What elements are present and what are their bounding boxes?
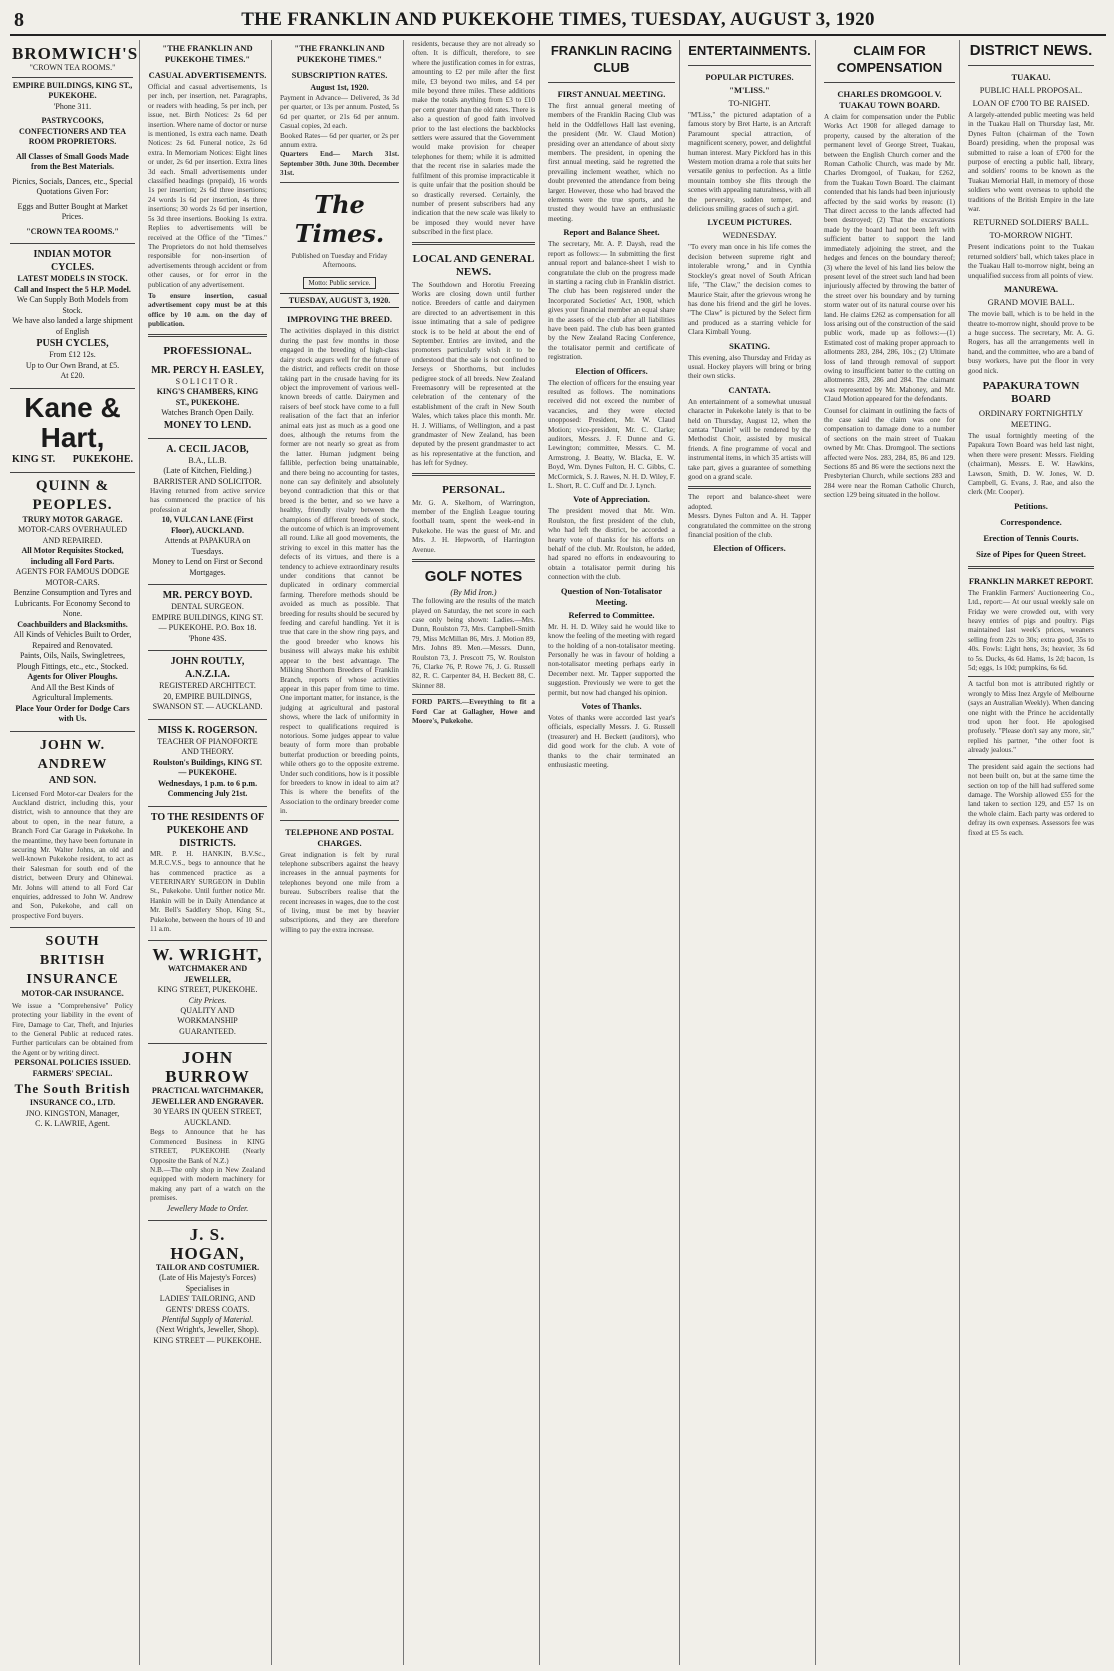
burrow-l6: Jewellery Made to Order.: [166, 1203, 249, 1213]
column-7: [824, 40, 960, 1665]
golf-body: The following are the results of the match played on Saturday, the net score in each case only being shown: Ladies.—Mrs. Dunn, Roulston 73, Mrs. Campbell-Smith 79, Miss McMillan 86, Mrs. J. Motion 89, Mrs. Johns 89. Men.—Messrs. Dunn, Roulston 73, J. Prescott 75, W. Roulston 76, Clarke 76, P. Rowe 76, J. G. Russell 82, R. C. Carpenter 84, H. Beckett 88, C. Skinner 88.: [412, 597, 535, 690]
papakura-head: PAPAKURA TOWN BOARD: [982, 379, 1080, 405]
hogan-l2: TAILOR AND COSTUMIER.: [155, 1262, 260, 1272]
column-2: [148, 40, 272, 1665]
sbi-agent2: C. K. LAWRIE, Agent.: [35, 1119, 110, 1129]
jacob-l3: (Late of Kitchen, Fielding.) BARRISTER AND SOLICITOR.: [153, 466, 262, 486]
skating-body: This evening, also Thursday and Friday as usual. Hockey players will bring or bring their own sticks.: [688, 353, 811, 381]
burrow-l3: 30 YEARS IN QUEEN STREET, AUCKLAND.: [153, 1107, 262, 1127]
indian-l5: PUSH CYCLES,: [36, 338, 109, 349]
wright-l4: City Prices.: [188, 995, 227, 1005]
correspondence-head: Correspondence.: [1000, 516, 1062, 527]
routly-l2: REGISTERED ARCHITECT.: [159, 681, 256, 691]
balance-sheet-note: The report and balance-sheet were adopted.: [688, 493, 811, 511]
column-6: [688, 40, 816, 1665]
lyceum-body: "To every man once in his life comes the decision between supreme right and intolerable wrong," and in Cynthia Stockley's great novel of South African life, "The Claw," the decision comes to Maurice Stair, after the grievous wrong he has done his friend and the girl he loves. "The Claw" is pictured by the Select firm and produced as a starring vehicle for Clara Kimball Young.: [688, 243, 811, 337]
quinn-l10: Place Your Order for Dodge Cars with Us.: [15, 703, 130, 723]
andrew-sub: AND SON.: [48, 774, 97, 786]
indian-l2: Call and Inspect the 5 H.P. Model.: [14, 284, 131, 294]
editorial-dateline: TUESDAY, AUGUST 3, 1920.: [280, 293, 399, 308]
cantata-head: CANTATA.: [728, 384, 771, 395]
telephone-head: TELEPHONE AND POSTAL CHARGES.: [285, 826, 394, 848]
columns: [10, 40, 1106, 1665]
page-mark: 8: [14, 8, 24, 31]
indian-l4: We have also landed a large shipment of English: [12, 316, 133, 336]
wright-ad: [148, 941, 267, 1044]
tonight-label: TO-NIGHT.: [728, 98, 771, 108]
quinn-l9: And All the Best Kinds of Agricultural Implements.: [30, 682, 115, 702]
andrew-ad: [10, 732, 135, 929]
indian-head: INDIAN MOTOR CYCLES.: [33, 249, 112, 273]
easley-money: MONEY TO LEND.: [163, 419, 252, 431]
masthead: [10, 6, 1106, 36]
wright-l5: QUALITY AND WORKMANSHIP GUARANTEED.: [177, 1005, 238, 1036]
sbi-l2: FARMERS' SPECIAL.: [32, 1068, 113, 1078]
bromwich-phone: 'Phone 311.: [53, 101, 92, 111]
routly-name: JOHN ROUTLY, A.N.Z.I.A.: [170, 656, 245, 681]
indian-l8: At £20.: [60, 371, 85, 380]
compensation-continued: The president said again the sections had not been built on, but at the same time the section on top of the hill had suffered some damage. The Worship allowed £55 for the land taken to section 129, and £57 1s on the whole claim. Each party was ordered to defray its own expenses. Assessors fee was fixed at £5 5s each.: [968, 762, 1094, 837]
column-5: [548, 40, 680, 1665]
vote-head: Vote of Appreciation.: [573, 494, 650, 505]
routly-l3: 20, EMPIRE BUILDINGS, SWANSON ST. — AUCKLAND.: [152, 691, 263, 712]
personal-head: PERSONAL.: [442, 483, 505, 496]
election-head: Election of Officers.: [575, 365, 648, 376]
cantata-body: An entertainment of a somewhat unusual character in Pukekohe lately is that to be held on Thursday, August 12, when the cantata "Daniel" will be rendered by the Methodist Choir, assisted by musical friends. A fine programme of vocal and instrumental items, in which 35 artists will take part, gives a guarantee of something good on a grand scale.: [688, 397, 811, 481]
burrow-ad: [148, 1044, 267, 1220]
vote-body: The president moved that Mr. Wm. Roulston, the first president of the club, who had left the district, be accorded a hearty vote of thanks for his efforts on behalf of the club. Mr. Roulston, he added, had spared no efforts in endeavouring to obtain a totalisator permit during his connection with the club.: [548, 507, 675, 582]
hankin-head: TO THE RESIDENTS OF PUKEKOHE AND DISTRICTS.: [150, 811, 265, 849]
rogerson-l4: Wednesdays, 1 p.m. to 6 p.m. Commencing July 21st.: [157, 778, 258, 799]
easley-watch: Watches Branch Open Daily.: [161, 408, 254, 418]
bromwich-line1: All Classes of Small Goods Made from the Best Materials.: [16, 151, 129, 171]
subscription-rates: Payment in Advance— Delivered, 3s 3d per quarter, or 13s per annum. Posted, 5s 6d per quarter, or 21s 6d per annum. Casual copies, 2d each.: [280, 94, 399, 131]
market-report-body: The Franklin Farmers' Auctioneering Co., Ltd., report:— At our usual weekly sale on Friday we were crowded out, with very heavy entries of pigs and poultry. Pigs maintained last week's prices, weaners selling from 22s to 30s; extra good, 35s to 40s. Fowls: Light hens, 3s; heavier, 3s 6d to 5s. Ducks, 4s 6d. Hams, 1s 2d; bacon, 1s 5d; eggs, 1s 10d; pumpkins, 6s 6d.: [968, 588, 1094, 673]
hogan-ad: [148, 1221, 267, 1353]
tuakau-body: A largely-attended public meeting was held in the Tuakau Hall on Thursday last, Mr. Dynes Fulton (chairman of the Town Board) presiding, when the proposal was submitted to raise a loan of £700 for the purpose of erecting a public hall, library, and soldiers' rooms to be known as the Tuakau Memorial Hall, in memory of those soldiers who went overseas to uphold the traditions of the British Empire in the late war.: [968, 111, 1094, 214]
quinn-peoples-ad: [10, 473, 135, 732]
bromwich-name: BROMWICH'S: [12, 44, 139, 63]
editorial-body: The activities displayed in this district during the past few months in those engaged in the breeding of high-class dairy stock augurs well for the future of the district, and reflects credit on those taking part in the crusade having for its object the improvement of various well-known breeds of cattle. Dairymen and raisers of beef stock have come to a full realisation of the fact that an inferior animal eats just as much as a good one does, although the returns from the former are not nearly so great as from the latter. Human judgment being fallible, perfection being unattainable, and there being no accounting for tastes, none can say definitely and absolutely beyond contradiction that this or that breed is the better, and so we have a healthy, friendly rivalry between the champions of different breeds of stock, the outcome of which is an improvement all round. Like all good movements, the striving to excel in this matter has the defects of its virtues, and there is a tendency to achieve extraordinary results under conditions that cannot be duplicated in ordinary commercial farming. Therefore methods should be avoided as much as possible. That breeding for results should be secured by feeding and careful handling. Yet it is true that care in the show ring pays, and the good breeder who knows his business will always make his exhibit appear to the best advantage. The Milking Shorthorn Breeders of Franklin Branch, reports of whose activities appear in this paper from time to time. One important matter, for instance, is the judging at agricultural and pastoral shows, where the lack of uniformity in respect to qualifications required is notorious. Some judges appear to value beauty of form more than probable butterfat production or breeding points, while others go to the opposite extreme. Under such conditions, how is it possible for breeders to know in ideal to aim at? This is where the benefits of the Association to the ordinary breeder come in.: [280, 327, 399, 816]
editorial-title: IMPROVING THE BREED.: [287, 314, 392, 325]
burrow-l4: Begs to Announce that he has Commenced Business in KING STREET, PUKEKOHE (Nearly Opposite the Bank of N.Z.): [150, 1128, 265, 1165]
compensation-sub: CHARLES DROMGOOL V. TUAKAU TOWN BOARD.: [837, 89, 942, 110]
racing-club-sub: FIRST ANNUAL MEETING.: [557, 89, 666, 99]
quinn-l1: MOTOR-CARS OVERHAULED AND REPAIRED.: [18, 525, 127, 545]
skating-head: SKATING.: [729, 340, 770, 351]
popular-pictures-head: POPULAR PICTURES.: [705, 72, 794, 82]
jacob-l4: Having returned from active service has commenced the practice of his profession at: [150, 487, 265, 514]
quinn-l6: All Kinds of Vehicles Built to Order, Repaired and Renovated.: [13, 630, 132, 650]
column-8: [968, 40, 1098, 1665]
kane-hart-ad: [10, 389, 135, 473]
returned-soldiers-body: Present indications point to the Tuakau returned soldiers' ball, which takes place in the Tuakau Hall to-morrow night, being an unqualified success from all points of view.: [968, 243, 1094, 280]
sbi-co2: INSURANCE CO., LTD.: [29, 1098, 116, 1108]
sbi-sub: MOTOR-CAR INSURANCE.: [21, 989, 124, 999]
hogan-l5: Plentiful Supply of Material.: [161, 1315, 254, 1325]
wright-l2: WATCHMAKER AND JEWELLER,: [167, 964, 248, 984]
routly-card: [148, 651, 267, 720]
sbi-agent1: JNO. KINGSTON, Manager,: [25, 1108, 120, 1118]
hankin-card: [148, 807, 267, 942]
rogerson-l2: TEACHER OF PIANOFORTE AND THEORY.: [157, 736, 258, 757]
kane-hart-name: Kane & Hart,: [24, 391, 121, 453]
ford-parts-notice: FORD PARTS.—Everything to fit a Ford Car at Gallagher, Howe and Moore's, Pukekohe.: [412, 698, 535, 725]
referred-head: Referred to Committee.: [568, 609, 655, 620]
indian-motor-ad: [10, 244, 135, 389]
jacob-l7: Money to Lend on First or Second Mortgages.: [152, 557, 263, 577]
andrew-body: Licensed Ford Motor-car Dealers for the Auckland district, including this, your district, wish to announce that they are about to open, in the near future, a Branch Ford Car Garage in Pukekohe. In the meantime, they have been fortunate in securing Mr. Walter Johns, an old and well-known Pukekohe resident, to act as their Salesman for south end of the district, between Drury and Ohinewai. Mr. Johns will attend to all Ford Car enquiries, addressed to John W. Andrew and Son, Pukekohe, and call on prospective Ford buyers.: [12, 789, 133, 920]
bromwich-ad: [10, 40, 139, 244]
racing-club-head: FRANKLIN RACING CLUB: [550, 43, 673, 75]
hall-proposal-head: PUBLIC HALL PROPOSAL.: [979, 85, 1083, 95]
quinn-l8: Agents for Oliver Ploughs.: [27, 672, 118, 681]
burrow-name: JOHN BURROW: [165, 1048, 250, 1087]
easley-name: MR. PERCY H. EASLEY,: [151, 364, 264, 376]
telephone-body: Great indignation is felt by rural telephone subscribers against the heavy increases in the annual payments for telephones beyond one mile from a bureau. Subscribers realise that the recent increases in wages, due to the cost of living, must be met by heavier subscriptions, and they are therefore willing to pay the extra increase.: [280, 850, 399, 934]
subscription-head: "THE FRANKLIN AND PUKEKOHE TIMES.": [294, 43, 385, 64]
racing-club-body: The first annual general meeting of members of the Franklin Racing Club was held in the Oddfellows Hall last evening, the president (Mr. W. Claud Motion) presiding over an attendance of about sixty members. The president, in opening the first annual meeting, said he regretted the prevailing inclement weather, which no doubt prevented the attendance from being larger. However, those who had braved the elements were the true sports, and he trusted they would have an enthusiastic meeting.: [548, 102, 675, 223]
election-head-2: Election of Officers.: [713, 543, 786, 554]
queen-street-head: Size of Pipes for Queen Street.: [976, 548, 1086, 559]
nontot-head: Question of Non-Totalisator Meeting.: [560, 585, 663, 607]
the-times-logo: The Times.: [294, 189, 385, 248]
report-body: The secretary, Mr. A. P. Daysh, read the report as follows:— In submitting the first annual report and balance-sheet I wish to congratulate the club on the progress made in starting a racing club in Franklin district. The club has been registered under the Incorporated Societies' Act, 1908, which gives your financial member an equal share in the assets of the club after all liabilities have been paid. The club has been granted by the New Zealand Racing Conference, the totalisator permit and certificate of registration.: [548, 240, 675, 362]
balance-sheet-body: Messrs. Dynes Fulton and A. H. Tapper congratulated the committee on the strong financial position of the club.: [688, 512, 811, 540]
bromwich-address: EMPIRE BUILDINGS, KING ST., PUKEKOHE.: [12, 80, 133, 100]
burrow-l2: PRACTICAL WATCHMAKER, JEWELLER AND ENGRAVER.: [151, 1086, 264, 1106]
compensation-body: A claim for compensation under the Public Works Act 1908 for alleged damage to property, caused by the alteration of the permanent level of George Street, Tuakau, between the English Church corner and the Roman Catholic Church, was made by Mr. Charles Dromgool, of Tuakau, for £262, from the Tuakau Town Board. The claimant contended that his lands had been injuriously affected by the said works by reason: (1) That direct access to the lands affected had been destroyed; (2) That the excavations made by the board had not been left with sufficient batter to support the land immediately adjoining the street, and the hedges and fences on the boundary thereof; (3) where the level of his land lies below the present level of the street such land had been injuriously affected by throwing the batter of the street over his boundary and by turning storm water out of its natural course over his land. He claims £262 as compensation for all loss arising out of the construction of the said public work, made up as follows:—(1) Estimated cost of making proper approach to allotments 283, 284, 286, 10s.; (2) Ultimate loss of land through removal of support owing to insufficient batter to the cutting on allotments 283, 286 and 284. The claimant was represented by Mr. Mahoney, and Mr. Claud Motion appeared for the defendants.: [824, 113, 955, 404]
lyceum-head: LYCEUM PICTURES.: [707, 217, 792, 228]
bromwich-trade: PASTRYCOOKS, CONFECTIONERS AND TEA ROOM PROPRIETORS.: [19, 116, 126, 146]
bromwich-line3: Eggs and Butter Bought at Market Prices.: [17, 201, 128, 221]
boyd-l2: DENTAL SURGEON.: [171, 602, 244, 612]
rogerson-card: [148, 720, 267, 807]
bromwich-line2: Picnics, Socials, Dances, etc., Special Quotations Given For:: [12, 176, 133, 196]
quinn-l7: Paints, Oils, Nails, Swingletrees, Plough Fittings, etc., etc., Stocked.: [16, 651, 129, 671]
sbi-name: SOUTH BRITISH INSURANCE: [26, 934, 119, 988]
newspaper-title: THE FRANKLIN AND PUKEKOHE TIMES, TUESDAY, AUGUST 3, 1920: [241, 9, 875, 30]
fortnightly-head: ORDINARY FORTNIGHTLY MEETING.: [978, 407, 1084, 429]
nontot-body: Mr. H. H. D. Wiley said he would like to know the feeling of the meeting with regard to the holding of a non-totalisator meeting. Personally he was in favour of holding a non-totalisator meeting perhaps early in December next. Mr. Tapper supported the suggestion. Previously we were to get the permit, but now had changed his opinion.: [548, 622, 675, 697]
tomorrow-night-label: TO-MORROW NIGHT.: [989, 230, 1073, 241]
mliss-title: "M'LISS.": [729, 85, 770, 95]
personal-body: Mr. G. A. Skelhorn, of Warrington, member of the English League touring football team, spent the week-end in Pukekohe. He was the guest of Mr. and Mrs. J. H. Hepworth, of Harrington Avenue.: [412, 498, 535, 554]
kane-loc1: KING ST.: [12, 453, 56, 465]
indian-l7: Up to Our Own Brand, at £5.: [25, 360, 120, 370]
bromwich-footer: "CROWN TEA ROOMS.": [26, 226, 119, 236]
wright-l3: KING STREET, PUKEKOHE.: [157, 985, 258, 995]
local-news-body: The Southdown and Horotiu Freezing Works are closing down until further notice. Breeders of cattle and dairymen are directed to an advertisement in this issue intimating that a sale of pedigree stock is to be held at about the end of September. Entries are invited, and the promoters particularly wish it to be understood that the sale is not confined to Jerseys or Shorthorns, but includes pedigree stock of all breeds. New Zealand Freemasonry will be represented at the celebration of the centenary of the establishment of the craft in New South Wales, which takes place this month. Mr. H. J. Williams, of Wellington, and a past grandmaster of New Zealand, has been deputed by the present grandmaster to act as his representative at the function, and has left for Sydney.: [412, 280, 535, 468]
golf-byline: (By Mid Iron.): [450, 588, 497, 598]
quarters-end: Quarters End— March 31st. September 30th. June 30th. December 31st.: [280, 150, 399, 178]
quinn-sub: TRURY MOTOR GARAGE.: [22, 514, 123, 524]
quinn-l4: Benzine Consumption and Tyres and Lubricants. For Economy Second to None.: [13, 588, 132, 618]
south-british-ad: [10, 928, 135, 1135]
quinn-l2: All Motor Requisites Stocked, including all Ford Parts.: [21, 546, 124, 566]
quinn-l5: Coachbuilders and Blacksmiths.: [17, 619, 128, 629]
motto-badge: Motto: Public service.: [303, 277, 375, 289]
bromwich-tag: "CROWN TEA ROOMS.": [29, 63, 116, 72]
col2-head: "THE FRANKLIN AND PUKEKOHE TIMES.": [162, 43, 253, 64]
casual-ads-head: CASUAL ADVERTISEMENTS.: [148, 70, 267, 80]
hankin-body: MR. P. H. HANKIN, B.V.Sc., M.R.C.V.S., begs to announce that he has commenced practice as a VETERINARY SURGEON in Dublin St., Pukekohe. Until further notice Mr. Hankin will be in Daily Attendance at Mr. Bell's Saddlery Shop, King St., Pukekohe, between the hours of 10 and 11 a.m.: [150, 849, 265, 934]
subscription-rates-head: SUBSCRIPTION RATES.: [291, 70, 388, 80]
report-head: Report and Balance Sheet.: [563, 227, 660, 238]
thanks-head: Votes of Thanks.: [581, 700, 642, 711]
telephone-continued: residents, because they are not already so often. It is difficult, therefore, to see where the justification comes in for extras, amounting to £2 per mile after the first mile, £3 beyond two miles, and £4 per mile beyond three miles. These additions make the totals anything from £3 to £10 per cent greater than the old rates. There is also a question of good faith involved prior to the last elections the backblocks settlers were assured that the Government would make provision for cheaper telephones for them; while it is admitted that the recent rise in salaries made the fulfilment of this promise impracticable it is quite unfair that the position should be so drastically reversed. Certainly, the number of present subscribers had any indication that the new scale was likely to be imposed they would never have subscribed in the first place.: [412, 40, 535, 237]
kane-loc2: PUKEKOHE.: [72, 453, 133, 465]
quinn-l3: AGENTS FOR FAMOUS DODGE MOTOR-CARS.: [15, 567, 130, 587]
wednesday-label: WEDNESDAY.: [722, 230, 777, 241]
andrew-name: JOHN W. ANDREW: [37, 737, 108, 772]
tuakau-head: TUAKAU.: [1011, 72, 1051, 82]
rogerson-l3: Roulston's Buildings, KING ST. — PUKEKOHE.: [152, 757, 262, 778]
tennis-head: Erection of Tennis Courts.: [983, 532, 1079, 543]
indian-l3: We Can Supply Both Models from Stock.: [16, 295, 129, 315]
professional-head: PROFESSIONAL.: [163, 344, 252, 357]
wright-name: W. WRIGHT,: [152, 945, 263, 965]
market-report-head: FRANKLIN MARKET REPORT.: [968, 575, 1094, 586]
sbi-co: The South British: [14, 1081, 131, 1097]
casual-ads-body: Official and casual advertisements, 1s per inch, per insertion, net. Paragraphs, or readers with heading, 5s per inch, per issue, net. Birth Notices: 2s 6d per insertion. Where name of doctor or nurse is mentioned, 1s extra each name. Death Notices: 2s 6d. Funeral notice, 2s 6d extra. In Memoriam Notices: Eight lines or under, 2s 6d per insertion. Extra lines 3d each. Small advertisements under classified headings (prepaid), 16 words 1s per insertion; 2s 6d three insertions; 24 words 1s 6d per insertion, 4s three insertions; 30 words 2s 6d per insertion, 5s 3d three insertions. Booking 1s extra. Replies to advertisements will be received at the Office of the "Times." The Proprietors do not hold themselves responsible for non-insertion of advertisements through accident or from other causes, or for error in the publication of any advertisement.: [148, 83, 267, 289]
compensation-head: CLAIM FOR COMPENSATION: [836, 43, 943, 75]
returned-soldiers-head: RETURNED SOLDIERS' BALL.: [972, 217, 1090, 228]
indian-l6: From £12 12s.: [49, 350, 96, 359]
column-1: [10, 40, 140, 1665]
district-news-head: DISTRICT NEWS.: [969, 42, 1093, 59]
sbi-l1: PERSONAL POLICIES ISSUED.: [14, 1058, 131, 1068]
hogan-l3: (Late of His Majesty's Forces) Specialises in: [159, 1273, 256, 1293]
golf-notes-head: GOLF NOTES: [424, 568, 523, 586]
column-4: [412, 40, 540, 1665]
boyd-l3: EMPIRE BUILDINGS, KING ST. — PUKEKOHE. P.O. Box 18. 'Phone 43S.: [151, 612, 264, 643]
compensation-body-2: Counsel for claimant in outlining the facts of the case said the claim was one for compensation to damage done to a number of sections on the main street of Tuakau owned by Mr. Chas. Dromgool. The sections affected were Nos. 283, 284, 85, 86 and 129. Sections 85 and 86 were the sections next the Presbyterian Church, while sections 283 and 284 were near the Roman Catholic Church, section 129 being situated in the hollow.: [824, 406, 955, 500]
subscription-date: August 1st, 1920.: [310, 83, 369, 92]
manurewa-head: MANUREWA.: [1003, 284, 1059, 295]
sbi-body: We issue a "Comprehensive" Policy protecting your liability in the event of Fire, Damage to Car, Theft, and Injuries to the General Public at reduced rates. Further particulars can be obtained from the Agent or by writing direct.: [12, 1001, 133, 1057]
burrow-l5: N.B.—The only shop in New Zealand equipped with modern machinery for making any part of a watch on the premises.: [150, 1166, 265, 1203]
jacob-l5: 10, VULCAN LANE (First Floor), AUCKLAND.: [161, 515, 254, 535]
petitions-head: Petitions.: [1014, 500, 1048, 511]
jacob-name: A. CECIL JACOB,: [166, 443, 249, 455]
hogan-l4: LADIES' TAILORING, AND GENTS' DRESS COATS.: [159, 1294, 256, 1314]
indian-l1: LATEST MODELS IN STOCK.: [17, 274, 128, 283]
boyd-card: [148, 585, 267, 651]
easley-kings: KING'S CHAMBERS, KING ST., PUKEKOHE.: [156, 387, 259, 407]
easley-card: [148, 360, 267, 439]
published-line: Published on Tuesday and Friday Afternoons.: [291, 251, 388, 270]
column-3: [280, 40, 404, 1665]
casual-notice: To ensure insertion, casual advertisement copy must be at this office by 10 a.m. on the day of publication.: [148, 291, 267, 329]
jacob-card: [148, 439, 267, 586]
hogan-l6: (Next Wright's, Jeweller, Shop). KING STREET — PUKEKOHE.: [153, 1325, 262, 1345]
election-body: The election of officers for the ensuing year resulted as follows. The nominations received did not exceed the number of vacancies, and they were elected unopposed: President, Mr. W. Claud Motion; vice-president, Mr. C. Clarke; auditors, Messrs. J. F. Dunne and G. Lewington; committee, Messrs. C. M. Armstrong, J. Beatty, W. Blacka, E. W. Boyd, Wm. Dynes Fulton, H. C. Gibbs, C. McCormick, S. J. Rawes, N. H. D. Wiley, F. L. Short, R. C. Cuff and Dr. J. Lynch.: [548, 378, 675, 491]
local-news-head: LOCAL AND GENERAL NEWS.: [412, 252, 535, 278]
boyd-name: MR. PERCY BOYD.: [162, 590, 253, 602]
jacob-l6: Attends at PAPAKURA on Tuesdays.: [164, 536, 251, 556]
easley-sol: SOLICITOR.: [175, 376, 240, 386]
loan-head: LOAN OF £700 TO BE RAISED.: [972, 98, 1090, 108]
thanks-body: Votes of thanks were accorded last year's officials, especially Messrs. J. G. Russell (treasurer) and H. Beckett (auditors), who did good work for the club. A vote of thanks to the chair terminated an enthusiastic meeting.: [548, 713, 675, 769]
hogan-name: J. S. HOGAN,: [170, 1224, 245, 1263]
quinn-name: QUINN & PEOPLES.: [32, 477, 113, 513]
entertainments-head: ENTERTAINMENTS.: [688, 43, 811, 58]
manurewa-body: The movie ball, which is to be held in the theatre to-morrow night, should prove to be a huge success. The secretary, Mr. A. G. Rogers, has all the arrangements well in hand, and the committee, who are a band of busy workers, have put the floor in very good nick.: [968, 310, 1094, 375]
movie-ball-head: GRAND MOVIE BALL.: [987, 297, 1075, 308]
booked-rates: Booked Rates— 6d per quarter, or 2s per annum extra.: [280, 131, 399, 150]
papakura-body: The usual fortnightly meeting of the Papakura Town Board was held last night, when there were present: Messrs. Fielding (chairman), Messrs. E. W. Hawkins, Lawson, Smith, D. W. Jones, W. D. Campbell, G. Evans, J. Rae, and also the clerk (Mr. Cooper).: [968, 431, 1094, 497]
mliss-body: "M'Liss," the pictured adaptation of a famous story by Bret Harte, is an Artcraft Paramount special attraction, of magnificent scenery, power, and delightful human interest. Mary Pickford has in this Western motion drama a role that suits her versatile genius to perfection. As a little mountain tomboy she flits through the scenes with appealing naturalness, with all the perversity, sudden temper, and delicious smiling graces of such a girl.: [688, 111, 811, 214]
bon-mot-item: A tactful bon mot is attributed rightly or wrongly to Miss Inez Argyle of Melbourne (says an Australian Weekly). When dancing one night with the Prince he accidentally trod upon her foot. He apologised profusely. "Please don't say any more, sir," replied his partner, "the other foot is already jealous.": [968, 680, 1094, 755]
rogerson-name: MISS K. ROGERSON.: [157, 724, 258, 736]
jacob-deg: B.A., LL.B.: [188, 455, 227, 465]
